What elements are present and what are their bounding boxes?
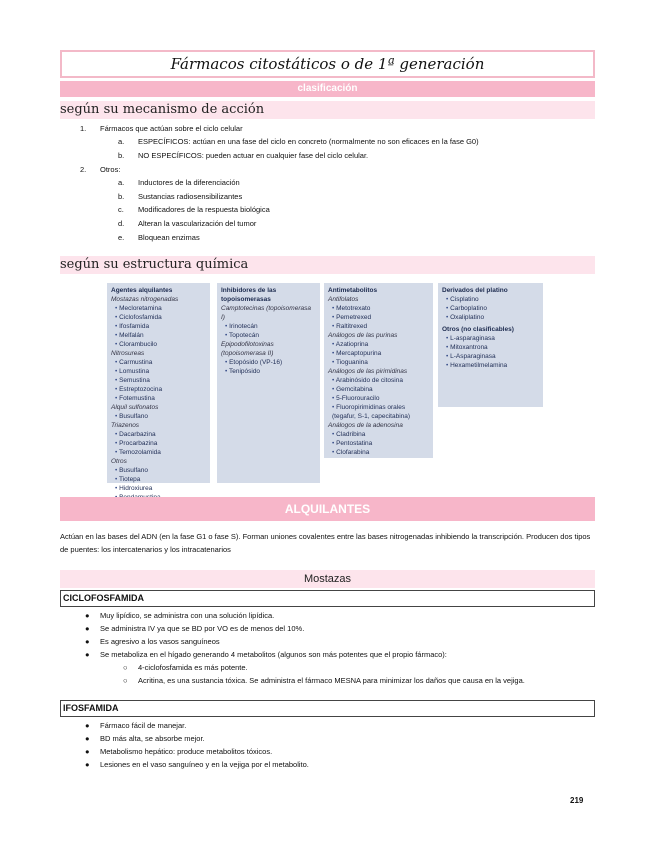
list-item: • Metotrexato <box>328 304 429 313</box>
list-item: • Procarbazina <box>111 439 206 448</box>
page-number: 219 <box>570 796 584 805</box>
list-item: • Mercaptopurina <box>328 349 429 358</box>
circle-bullet-icon: ○ <box>123 676 128 685</box>
group-name: Nitrosureas <box>111 350 145 357</box>
list-item: • Carboplatino <box>442 304 539 313</box>
list-item: Modificadores de la respuesta biológica <box>138 205 270 214</box>
list-item: • Pentostatina <box>328 439 429 448</box>
list-item: • Carmustina <box>111 358 206 367</box>
bullet-text: Se administra IV ya que se BD por VO es de menos del 10%. <box>100 624 305 633</box>
panel-title: Derivados del platino <box>442 287 508 294</box>
list-item: • Topotecán <box>221 331 316 340</box>
panel-title: Inhibidores de las topoisomerasas <box>221 287 277 303</box>
bullet-dot-icon: ● <box>85 734 90 743</box>
list-num: b. <box>118 192 125 201</box>
sub-bullet-item <box>123 676 525 685</box>
group-name: Análogos de las pirimidinas <box>328 368 408 375</box>
bullet-dot-icon: ● <box>85 760 90 769</box>
page-title: Fármacos citostáticos o de 1ª generación <box>60 50 595 78</box>
bullet-dot-icon: ● <box>85 637 90 646</box>
circle-bullet-icon: ○ <box>123 663 128 672</box>
bullet-dot-icon: ● <box>85 721 90 730</box>
list-item: • Tiotepa <box>111 475 206 484</box>
group-name: Análogos de la adenosina <box>328 422 403 429</box>
list-item: • Azatioprina <box>328 340 429 349</box>
list-item: • Fotemustina <box>111 394 206 403</box>
list-item: • Mitoxantrona <box>442 343 539 352</box>
list-item: • Clofarabina <box>328 448 429 457</box>
bullet-item <box>85 624 305 633</box>
bullet-dot-icon: ● <box>85 611 90 620</box>
list-item: • Tenipósido <box>221 367 316 376</box>
bullet-text: Es agresivo a los vasos sanguíneos <box>100 637 220 646</box>
ifosfamida-heading: IFOSFAMIDA <box>60 700 595 717</box>
list-item: ESPECÍFICOS: actúan en una fase del ciclo en concreto (normalmente no son eficaces en la fase G0) <box>138 137 479 146</box>
alquilantes-description: Actúan en las bases del ADN (en la fase G1 o fase S). Forman uniones covalentes entre las bases nitrogenadas inhibiendo la transcripción. Producen dos tipos de puentes: los intercatenarios y los intracatenarios <box>60 532 591 554</box>
list-item: • Hexametilmelamina <box>442 361 539 370</box>
bullet-text: Se metaboliza en el hígado generando 4 metabolitos (algunos son más potentes que el propio fármaco): <box>100 650 447 659</box>
ciclofosfamida-heading: CICLOFOSFAMIDA <box>60 590 595 607</box>
list-item: • Dacarbazina <box>111 430 206 439</box>
bullet-text: Metabolismo hepático: produce metabolitos tóxicos. <box>100 747 273 756</box>
bullet-text: Muy lipídico, se administra con una solución lipídica. <box>100 611 275 620</box>
panel-platino <box>438 283 543 407</box>
list-item: Otros: <box>100 165 121 174</box>
bullet-text: Acritina, es una sustancia tóxica. Se administra el fármaco MESNA para minimizar los daños que causa en la vejiga. <box>138 676 525 685</box>
list-item: • Gemcitabina <box>328 385 429 394</box>
list-item: Sustancias radiosensibilizantes <box>138 192 243 201</box>
alquilantes-band: ALQUILANTES <box>60 497 595 521</box>
list-num: a. <box>118 137 125 146</box>
list-item: • Melfalán <box>111 331 206 340</box>
estructura-heading: según su estructura química <box>60 256 595 274</box>
list-item: • Raltitrexed <box>328 322 429 331</box>
group-name: Alquil sulfonatos <box>111 404 159 411</box>
list-item: • Ifosfamida <box>111 322 206 331</box>
group-name: Análogos de las purinas <box>328 332 398 339</box>
list-item: • Irinotecán <box>221 322 316 331</box>
bullet-dot-icon: ● <box>85 650 90 659</box>
list-num: 2. <box>80 165 87 174</box>
list-num: e. <box>118 233 125 242</box>
list-item: • Tioguanina <box>328 358 429 367</box>
list-item: • Etopósido (VP-16) <box>221 358 316 367</box>
list-num: a. <box>118 178 125 187</box>
panel-subtitle: Otros (no clasificables) <box>442 326 514 333</box>
list-num: 1. <box>80 124 87 133</box>
bullet-text: Lesiones en el vaso sanguíneo y en la vejiga por el metabolito. <box>100 760 309 769</box>
clasificacion-band: clasificación <box>60 81 595 97</box>
bullet-item <box>85 637 220 646</box>
bullet-text: 4-ciclofosfamida es más potente. <box>138 663 248 672</box>
bullet-item <box>85 650 447 659</box>
mostazas-band: Mostazas <box>60 570 595 588</box>
list-item: NO ESPECÍFICOS: pueden actuar en cualquier fase del ciclo celular. <box>138 151 369 160</box>
list-item: • Mecloretamina <box>111 304 206 313</box>
list-item: • Arabinósido de citosina <box>328 376 429 385</box>
list-item: Inductores de la diferenciación <box>138 178 240 187</box>
list-num: b. <box>118 151 125 160</box>
mecanismo-heading: según su mecanismo de acción <box>60 101 595 119</box>
group-name: Camptotecinas (topoisomerasa I) <box>221 305 311 321</box>
bullet-item <box>85 760 309 769</box>
bullet-text: Fármaco fácil de manejar. <box>100 721 187 730</box>
bullet-text: BD más alta, se absorbe mejor. <box>100 734 205 743</box>
panel-topoisomerasas <box>217 283 320 483</box>
list-item: • Fluoropirimidinas orales (tegafur, S-1, capecitabina) <box>328 403 429 421</box>
list-item: • Pemetrexed <box>328 313 429 322</box>
list-item: • Semustina <box>111 376 206 385</box>
list-item: Fármacos que actúan sobre el ciclo celular <box>100 124 243 133</box>
bullet-item <box>85 721 187 730</box>
panel-alquilantes <box>107 283 210 492</box>
group-name: Otros <box>111 458 127 465</box>
panel-title: Agentes alquilantes <box>111 287 173 294</box>
bullet-dot-icon: ● <box>85 624 90 633</box>
list-item: • L-asparaginasa <box>442 334 539 343</box>
panel-antimetabolitos <box>324 283 433 458</box>
group-name: Antifolatos <box>328 296 359 303</box>
list-item: • Clorambucilo <box>111 340 206 349</box>
list-item: • Busulfano <box>111 466 206 475</box>
bullet-dot-icon: ● <box>85 747 90 756</box>
list-item: • Cladribina <box>328 430 429 439</box>
list-item: • Hidroxiurea <box>111 484 206 493</box>
list-item: • L-Asparaginasa <box>442 352 539 361</box>
list-num: d. <box>118 219 125 228</box>
list-item: Alteran la vascularización del tumor <box>138 219 257 228</box>
bullet-item <box>85 734 205 743</box>
list-item: • Oxaliplatino <box>442 313 539 322</box>
bullet-item <box>85 747 273 756</box>
list-item: • Busulfano <box>111 412 206 421</box>
list-item: • Temozolamida <box>111 448 206 457</box>
list-item: • 5-Fluorouracilo <box>328 394 429 403</box>
list-item: • Estreptozocina <box>111 385 206 394</box>
list-num: c. <box>118 205 124 214</box>
group-name: Mostazas nitrogenadas <box>111 296 179 303</box>
panel-title: Antimetabolitos <box>328 287 378 294</box>
list-item: • Lomustina <box>111 367 206 376</box>
list-item: • Cisplatino <box>442 295 539 304</box>
sub-bullet-item <box>123 663 248 672</box>
bullet-item <box>85 611 275 620</box>
group-name: Epipodofilotoxinas (topoisomerasa II) <box>221 341 274 357</box>
list-item: • Ciclofosfamida <box>111 313 206 322</box>
list-item: Bloquean enzimas <box>138 233 200 242</box>
group-name: Triazenos <box>111 422 140 429</box>
